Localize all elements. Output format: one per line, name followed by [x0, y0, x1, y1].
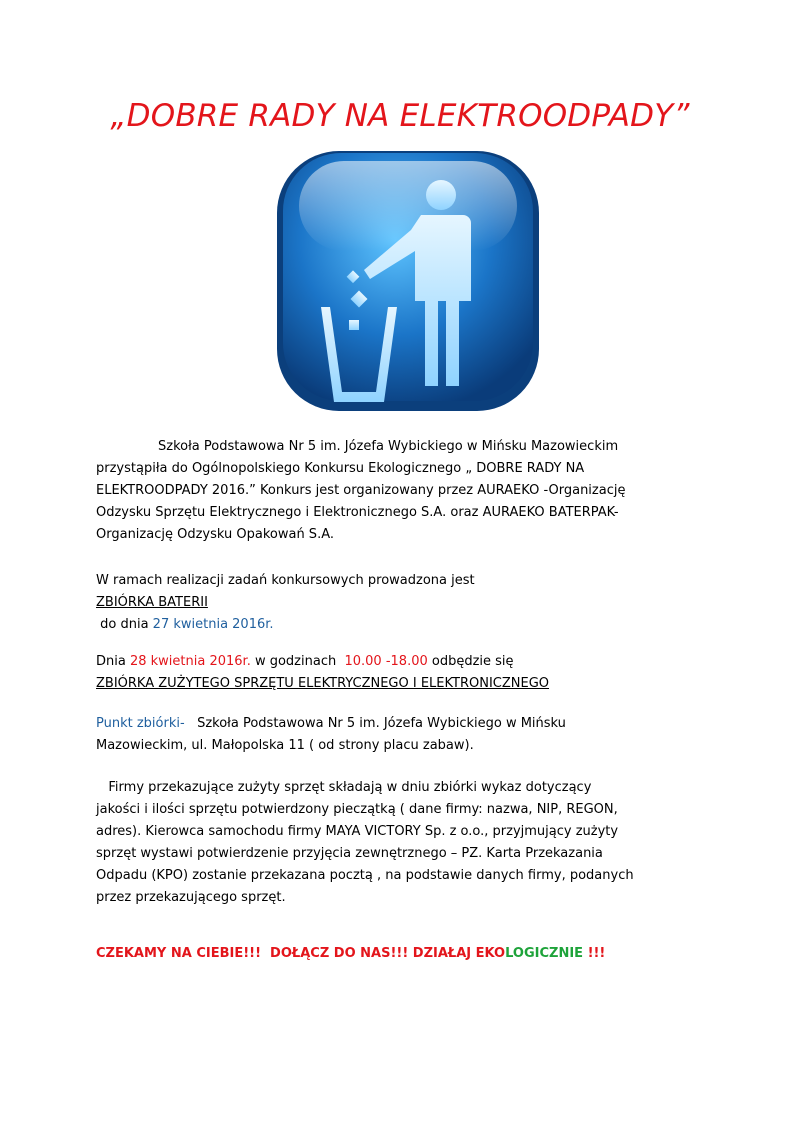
intro-line: Szkoła Podstawowa Nr 5 im. Józefa Wybickiego w Mińsku Mazowieckim [158, 439, 619, 454]
battery-until-line [96, 614, 475, 636]
firms-line: adres). Kierowca samochodu firmy MAYA VICTORY Sp. z o.o., przyjmujący zużyty [96, 824, 619, 839]
firms-line: przez przekazującego sprzęt. [96, 890, 286, 905]
electro-section [96, 651, 549, 695]
point-label: Punkt zbiórki [96, 716, 180, 731]
firms-line: sprzęt wystawi potwierdzenie przyjęcia zewnętrznego – PZ. Karta Przekazania [96, 846, 603, 861]
slogan-end-part: !!! [583, 946, 606, 961]
firms-line: Odpadu (KPO) zostanie przekazana pocztą , na podstawie danych firmy, podanych [96, 868, 634, 883]
electro-hours: 10.00 -18.00 [344, 654, 428, 669]
trash-icon-graphic [273, 145, 543, 415]
electro-suffix: odbędzie się [427, 654, 514, 669]
recycle-bin-person-icon [273, 145, 543, 415]
slogan-red-part: CZEKAMY NA CIEBIE!!! DOŁĄCZ DO NAS!!! DZIAŁAJ EKO [96, 946, 506, 961]
electro-date-line [96, 651, 549, 673]
intro-line: ELEKTROODPADY 2016.” Konkurs jest organizowany przez AURAEKO -Organizację [96, 483, 626, 498]
firms-line: Firmy przekazujące zużyty sprzęt składają w dniu zbiórki wykaz dotyczący [96, 780, 592, 795]
point-address-2: Mazowieckim, ul. Małopolska 11 ( od strony placu zabaw). [96, 738, 474, 753]
battery-intro-line: W ramach realizacji zadań konkursowych prowadzona jest [96, 573, 475, 588]
slogan-green-part: LOGICZNIE [505, 946, 584, 961]
firms-paragraph [96, 777, 634, 909]
electro-middle: w godzinach [250, 654, 345, 669]
firms-line: jakości i ilości sprzętu potwierdzony pieczątką ( dane firmy: nazwa, NIP, REGON, [96, 802, 618, 817]
point-section [96, 713, 566, 757]
battery-heading: ZBIÓRKA BATERII [96, 595, 208, 610]
intro-paragraph [96, 436, 625, 546]
electro-prefix: Dnia [96, 654, 130, 669]
intro-line: Odzysku Sprzętu Elektrycznego i Elektronicznego S.A. oraz AURAEKO BATERPAK- [96, 505, 619, 520]
point-line [96, 713, 566, 735]
page-title: „DOBRE RADY NA ELEKTROODPADY” [110, 98, 690, 134]
electro-date: 28 kwietnia 2016r. [129, 654, 251, 669]
intro-line: Organizację Odzysku Opakowań S.A. [96, 527, 334, 542]
point-dash: - [179, 716, 185, 731]
battery-until-prefix: do dnia [96, 617, 153, 632]
intro-line: przystąpiła do Ogólnopolskiego Konkursu Ekologicznego „ DOBRE RADY NA [96, 461, 585, 476]
battery-section [96, 570, 475, 636]
electro-heading: ZBIÓRKA ZUŻYTEGO SPRZĘTU ELEKTRYCZNEGO I ELEKTRONICZNEGO [96, 676, 550, 691]
point-address-1: Szkoła Podstawowa Nr 5 im. Józefa Wybickiego w Mińsku [184, 716, 566, 731]
battery-until-date: 27 kwietnia 2016r. [152, 617, 274, 632]
slogan [96, 943, 605, 965]
